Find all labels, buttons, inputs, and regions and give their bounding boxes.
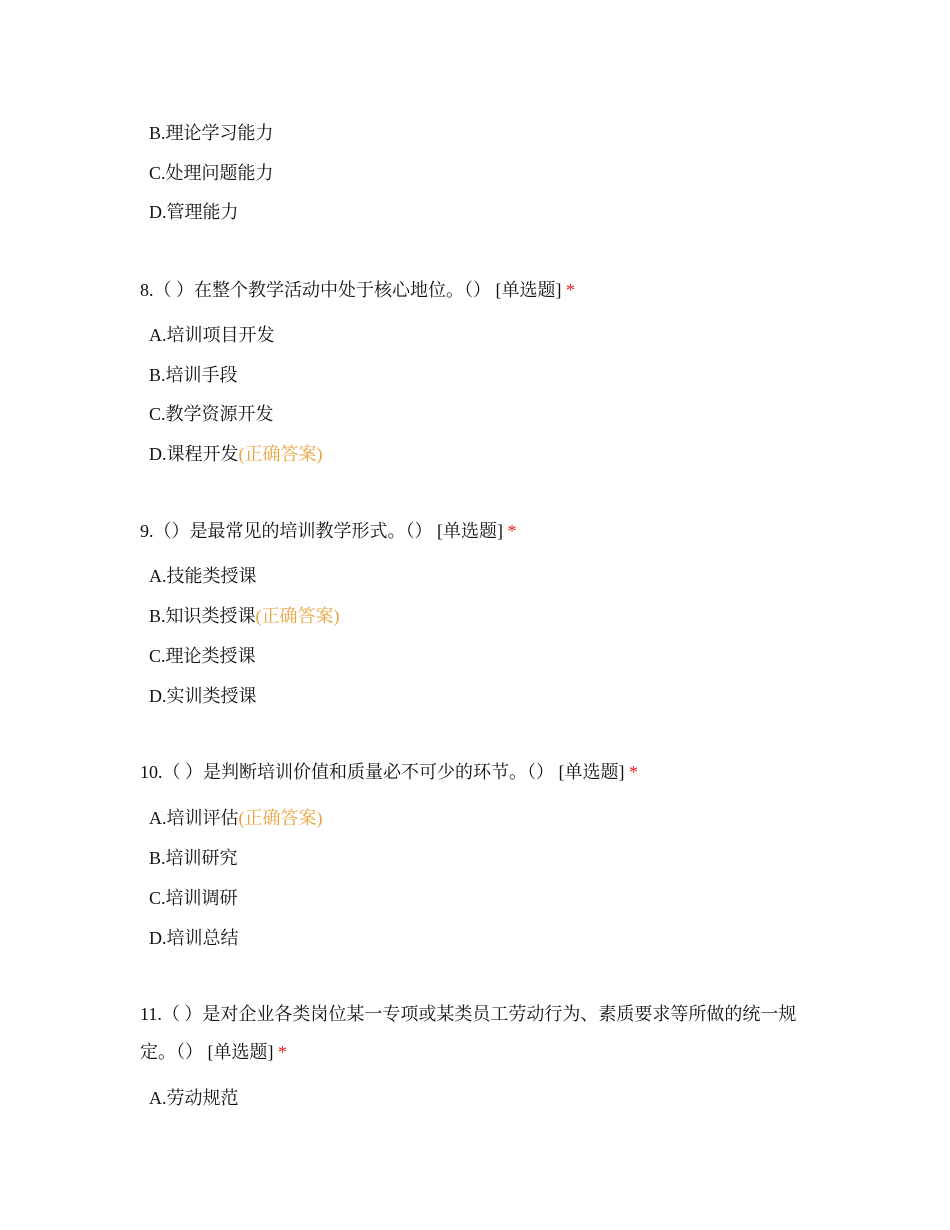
option-b <box>149 121 274 145</box>
option-text: C.理论类授课 <box>149 646 256 666</box>
question-9-title <box>140 512 820 550</box>
question-8-option-c <box>149 402 274 426</box>
correct-answer-label: (正确答案) <box>238 808 323 828</box>
question-9-option-d <box>149 684 257 708</box>
question-text: 10.（ ）是判断培训价值和质量必不可少的环节。（） [单选题] <box>140 762 625 782</box>
required-marker: * <box>566 280 575 300</box>
option-text: D.课程开发 <box>149 444 239 464</box>
question-8-title <box>140 271 820 309</box>
required-marker: * <box>278 1042 287 1062</box>
option-text: B.理论学习能力 <box>149 123 274 143</box>
question-8-option-d <box>149 442 323 466</box>
question-11-option-a <box>149 1086 239 1110</box>
question-10-option-d <box>149 926 239 950</box>
option-text: B.培训研究 <box>149 848 238 868</box>
question-text: 11.（ ）是对企业各类岗位某一专项或某类员工劳动行为、素质要求等所做的统一规定。（） [单选题] <box>140 1004 797 1062</box>
question-8-option-b <box>149 363 238 387</box>
question-10-option-b <box>149 846 238 870</box>
option-d <box>149 200 239 224</box>
required-marker: * <box>507 521 517 541</box>
option-text: C.培训调研 <box>149 888 238 908</box>
question-9-option-a <box>149 564 257 588</box>
correct-answer-label: (正确答案) <box>255 606 340 626</box>
question-10-option-a <box>149 806 323 830</box>
correct-answer-label: (正确答案) <box>238 444 323 464</box>
question-9-option-b <box>149 604 340 628</box>
option-text: D.培训总结 <box>149 928 239 948</box>
question-10-option-c <box>149 886 238 910</box>
option-c <box>149 161 274 185</box>
option-text: C.教学资源开发 <box>149 404 274 424</box>
option-text: D.实训类授课 <box>149 686 257 706</box>
option-text: B.培训手段 <box>149 365 238 385</box>
option-text: C.处理问题能力 <box>149 163 274 183</box>
question-text: 9.（）是最常见的培训教学形式。（） [单选题] <box>140 521 503 541</box>
option-text: A.劳动规范 <box>149 1088 239 1108</box>
question-8-option-a <box>149 323 275 347</box>
option-text: A.培训项目开发 <box>149 325 275 345</box>
required-marker: * <box>629 762 638 782</box>
question-text: 8.（ ）在整个教学活动中处于核心地位。（） [单选题] <box>140 280 562 300</box>
option-text: D.管理能力 <box>149 202 239 222</box>
option-text: A.技能类授课 <box>149 566 257 586</box>
question-11-title <box>140 995 820 1071</box>
question-10-title <box>140 753 820 791</box>
option-text: A.培训评估 <box>149 808 239 828</box>
question-9-option-c <box>149 644 256 668</box>
option-text: B.知识类授课 <box>149 606 256 626</box>
